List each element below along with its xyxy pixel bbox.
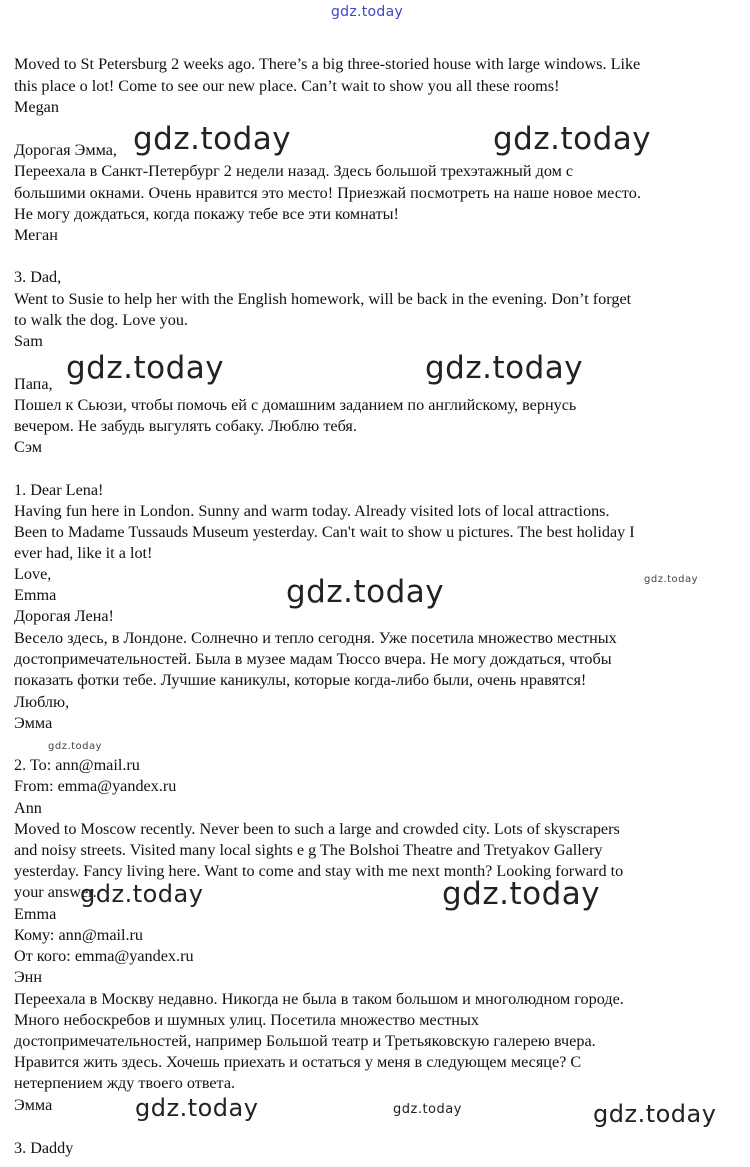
text-line: 3. Dad, (14, 268, 62, 286)
text-line: Не могу дождаться, когда покажу тебе все эти комнаты! (14, 205, 399, 223)
text-line: yesterday. Fancy living here. Want to come and stay with me next month? Looking forward to (14, 862, 624, 880)
text-line: Переехала в Санкт-Петербург 2 недели назад. Здесь большой трехэтажный дом с (14, 162, 574, 180)
text-line: Сэм (14, 438, 43, 456)
text-line: Having fun here in London. Sunny and warm today. Already visited lots of local attractions. (14, 502, 610, 520)
watermark: gdz.today (80, 880, 204, 908)
text-line: and noisy streets. Visited many local sights e g The Bolshoi Theatre and Tretyakov Gallery (14, 841, 603, 859)
text-line: Ann (14, 799, 42, 817)
text-line: вечером. Не забудь выгулять собаку. Люблю тебя. (14, 417, 357, 435)
text-line: Moved to Moscow recently. Never been to such a large and crowded city. Lots of skyscrapers (14, 820, 620, 838)
watermark: gdz.today (644, 574, 699, 585)
text-line: Нравится жить здесь. Хочешь приехать и остаться у меня в следующем месяце? С (14, 1053, 582, 1071)
text-line: Много небоскребов и шумных улиц. Посетила множество местных (14, 1011, 479, 1029)
text-line: Moved to St Petersburg 2 weeks ago. There’s a big three-storied house with large windows. Like (14, 55, 641, 73)
text-line: нетерпением жду твоего ответа. (14, 1074, 236, 1092)
text-line: большими окнами. Очень нравится это место! Приезжай посмотреть на наше новое место. (14, 184, 641, 202)
header-watermark: gdz.today (331, 4, 404, 20)
watermark: gdz.today (66, 350, 225, 386)
text-line: Дорогая Лена! (14, 607, 114, 625)
text-line: Sam (14, 332, 43, 350)
text-line: Энн (14, 968, 43, 986)
watermark: gdz.today (593, 1100, 717, 1128)
watermark: gdz.today (442, 876, 601, 912)
text-line: Пошел к Сьюзи, чтобы помочь ей с домашним заданием по английскому, вернусь (14, 396, 577, 414)
text-line: ever had, like it a lot! (14, 544, 153, 562)
text-line: Emma (14, 586, 57, 604)
text-line: достопримечательностей. Была в музее мадам Тюссо вчера. Не могу дождаться, чтобы (14, 650, 612, 668)
text-line: Кому: ann@mail.ru (14, 926, 144, 944)
text-line: Love, (14, 565, 52, 583)
text-line: Меган (14, 226, 58, 244)
watermark: gdz.today (135, 1094, 259, 1122)
text-line: 3. Daddy (14, 1139, 74, 1157)
watermark: gdz.today (393, 1102, 462, 1117)
text-line: your answer. (14, 883, 97, 901)
text-line: Эмма (14, 1096, 53, 1114)
text-line: From: emma@yandex.ru (14, 777, 177, 795)
text-line: Весело здесь, в Лондоне. Солнечно и тепло сегодня. Уже посетила множество местных (14, 629, 617, 647)
watermark: gdz.today (133, 121, 292, 157)
text-line: 2. To: ann@mail.ru (14, 756, 140, 774)
watermark: gdz.today (425, 350, 584, 386)
text-line: Папа, (14, 375, 53, 393)
text-line: Went to Susie to help her with the English homework, will be back in the evening. Don’t forget (14, 290, 632, 308)
text-line: Megan (14, 98, 59, 116)
text-line: Эмма (14, 714, 53, 732)
watermark: gdz.today (48, 741, 103, 752)
text-line: Люблю, (14, 693, 70, 711)
text-line: to walk the dog. Love you. (14, 311, 188, 329)
text-line: достопримечательностей, например Большой театр и Третьяковскую галерею вчера. (14, 1032, 596, 1050)
text-line: показать фотки тебе. Лучшие каникулы, которые когда-либо были, очень нравятся! (14, 671, 587, 689)
text-line: this place o lot! Come to see our new place. Can’t wait to show you all these rooms! (14, 77, 560, 95)
text-line: Emma (14, 905, 57, 923)
watermark: gdz.today (493, 121, 652, 157)
text-line: Дорогая Эмма, (14, 141, 117, 159)
text-line: Переехала в Москву недавно. Никогда не была в таком большом и многолюдном городе. (14, 990, 624, 1008)
text-line: От кого: emma@yandex.ru (14, 947, 194, 965)
text-line: 1. Dear Lena! (14, 481, 104, 499)
text-line: Been to Madame Tussauds Museum yesterday. Can't wait to show u pictures. The best holiday I (14, 523, 635, 541)
watermark: gdz.today (286, 574, 445, 610)
